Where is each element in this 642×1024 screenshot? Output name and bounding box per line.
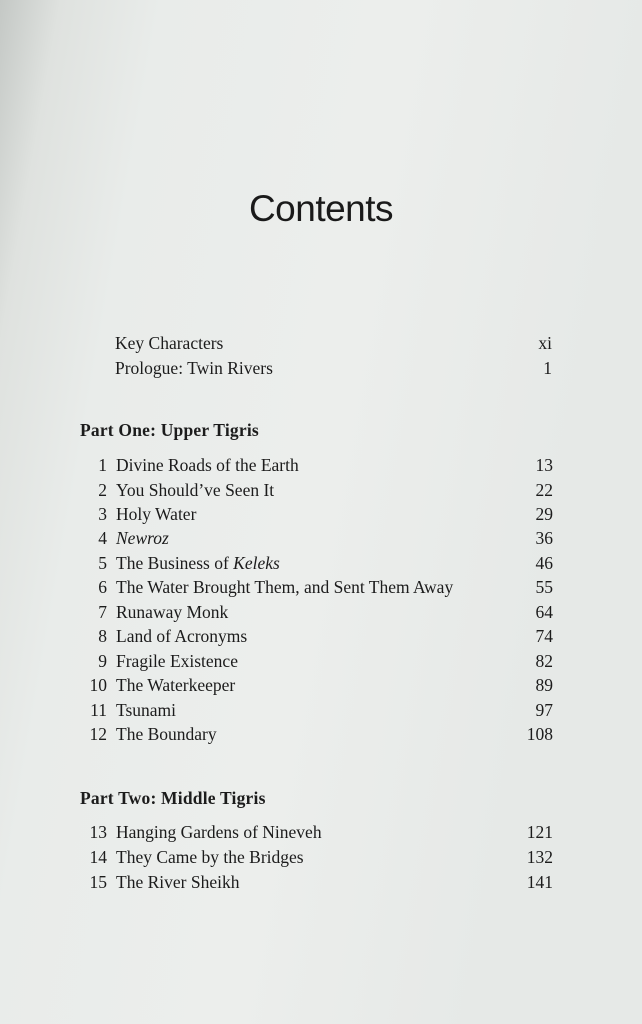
chapter-title: You Should’ve Seen It bbox=[116, 480, 275, 500]
chapter-number: 14 bbox=[89, 847, 107, 867]
toc-entry bbox=[80, 870, 553, 894]
chapter-page-number: 82 bbox=[535, 651, 553, 671]
chapter-number: 12 bbox=[89, 724, 107, 744]
chapter-number: 8 bbox=[98, 626, 107, 646]
chapter-number: 11 bbox=[90, 700, 107, 720]
toc-entry-prologue bbox=[115, 356, 552, 380]
toc-entry bbox=[80, 502, 553, 526]
chapter-title: Runaway Monk bbox=[116, 602, 229, 622]
chapter-title: The River Sheikh bbox=[116, 872, 240, 892]
chapter-number: 13 bbox=[89, 822, 107, 842]
toc-entry bbox=[80, 575, 553, 599]
chapter-page-number: 22 bbox=[535, 480, 553, 500]
toc-entry bbox=[80, 698, 553, 722]
entry-title: Prologue: Twin Rivers bbox=[115, 358, 273, 378]
chapter-title bbox=[116, 551, 280, 575]
chapter-title: Divine Roads of the Earth bbox=[116, 455, 299, 475]
chapter-title: The Boundary bbox=[116, 724, 217, 744]
part-heading: Part One: Upper Tigris bbox=[80, 420, 259, 440]
toc-entry bbox=[80, 551, 553, 575]
chapter-page-number: 13 bbox=[535, 455, 553, 475]
chapter-page-number: 121 bbox=[526, 822, 553, 842]
chapter-page-number: 74 bbox=[535, 626, 553, 646]
chapter-number: 1 bbox=[98, 455, 107, 475]
toc-entry bbox=[80, 478, 553, 502]
chapter-title: The Waterkeeper bbox=[116, 675, 236, 695]
chapter-number: 6 bbox=[98, 577, 107, 597]
chapter-title: The Water Brought Them, and Sent Them Away bbox=[116, 577, 454, 597]
entry-page-number: 1 bbox=[543, 358, 552, 378]
chapter-title: Fragile Existence bbox=[116, 651, 238, 671]
toc-entry-key-characters bbox=[115, 331, 552, 355]
chapter-title: They Came by the Bridges bbox=[116, 847, 304, 867]
chapter-page-number: 89 bbox=[535, 675, 553, 695]
chapter-page-number: 36 bbox=[535, 528, 553, 548]
chapter-number: 4 bbox=[98, 528, 107, 548]
toc-entry bbox=[80, 820, 553, 844]
page-title: Contents bbox=[248, 188, 394, 229]
chapter-title: Holy Water bbox=[116, 504, 197, 524]
chapter-number: 5 bbox=[98, 553, 107, 573]
chapter-number: 10 bbox=[89, 675, 107, 695]
chapter-number: 2 bbox=[98, 480, 107, 500]
chapter-page-number: 29 bbox=[535, 504, 553, 524]
toc-entry bbox=[80, 453, 553, 477]
chapter-page-number: 132 bbox=[526, 847, 553, 867]
chapter-number: 7 bbox=[98, 602, 107, 622]
chapter-page-number: 64 bbox=[535, 602, 553, 622]
chapter-number: 3 bbox=[98, 504, 107, 524]
part-heading: Part Two: Middle Tigris bbox=[80, 788, 266, 808]
toc-entry bbox=[80, 624, 553, 648]
toc-entry bbox=[80, 845, 553, 869]
chapter-page-number: 46 bbox=[535, 553, 553, 573]
chapter-title bbox=[116, 526, 169, 550]
chapter-number: 15 bbox=[89, 872, 107, 892]
chapter-title-italic: Keleks bbox=[233, 553, 280, 573]
chapter-page-number: 55 bbox=[535, 577, 553, 597]
chapter-page-number: 108 bbox=[526, 724, 553, 744]
chapter-title-italic: Newroz bbox=[116, 528, 169, 548]
toc-entry bbox=[80, 649, 553, 673]
entry-page-number: xi bbox=[538, 333, 552, 353]
chapter-title: Land of Acronyms bbox=[116, 626, 248, 646]
entry-title: Key Characters bbox=[115, 333, 224, 353]
toc-entry bbox=[80, 600, 553, 624]
chapter-title: Tsunami bbox=[116, 700, 177, 720]
chapter-page-number: 141 bbox=[526, 872, 553, 892]
toc-entry bbox=[80, 722, 553, 746]
chapter-title-text: The Business of bbox=[116, 553, 234, 573]
chapter-number: 9 bbox=[98, 651, 107, 671]
chapter-title: Hanging Gardens of Nineveh bbox=[116, 822, 322, 842]
toc-entry bbox=[80, 526, 553, 550]
toc-entry bbox=[80, 673, 553, 697]
chapter-page-number: 97 bbox=[535, 700, 553, 720]
